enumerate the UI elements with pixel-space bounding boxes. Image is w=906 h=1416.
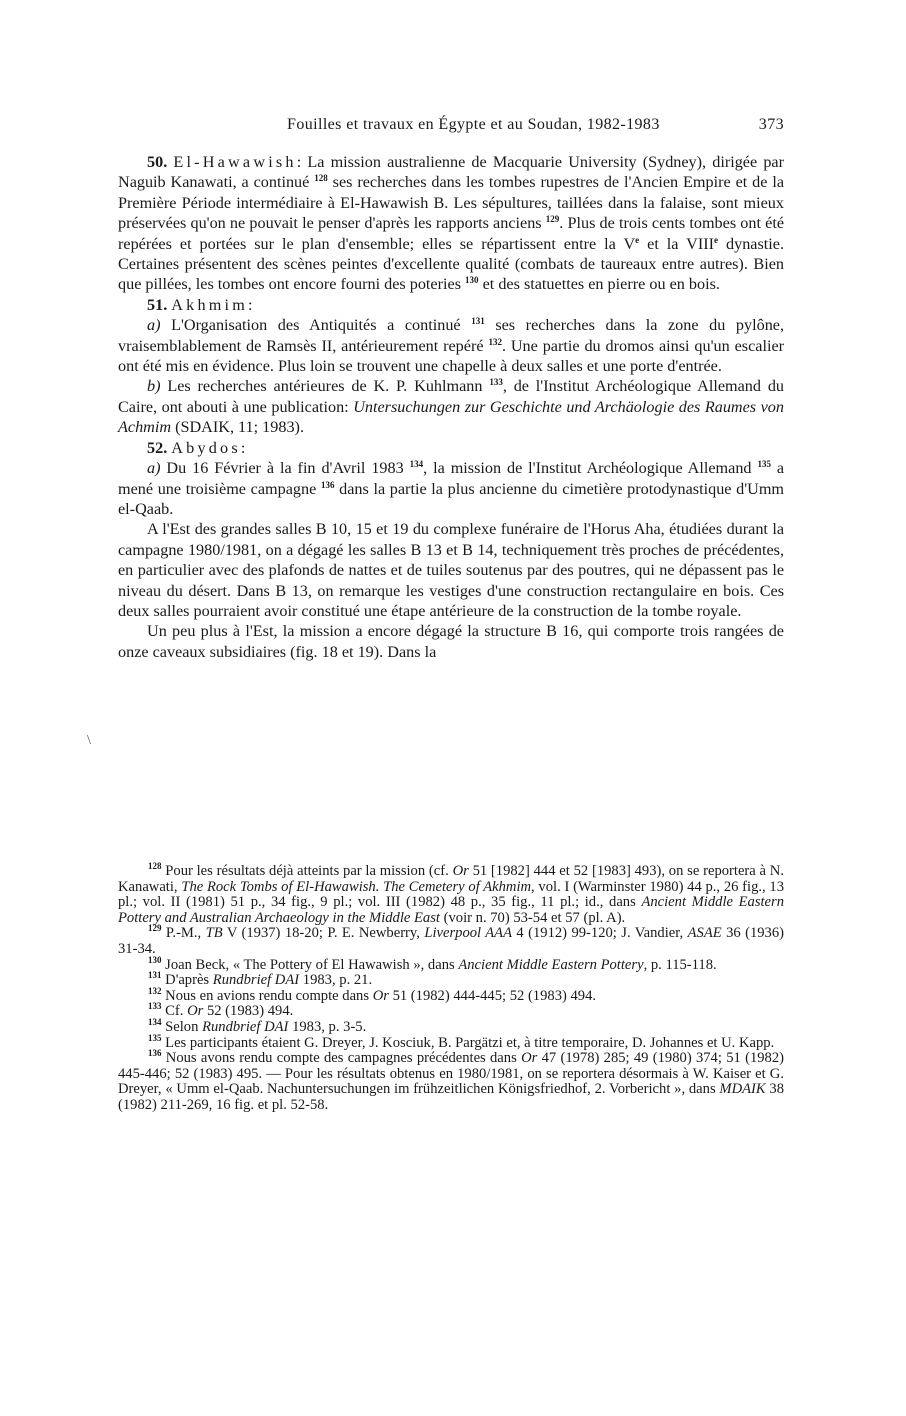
section-number: 50. [147, 153, 168, 171]
main-text [118, 152, 784, 662]
text: 1983, p. 3-5. [292, 1018, 367, 1035]
footnote-number: 136 [148, 1048, 162, 1059]
journal: ASAE [687, 925, 722, 942]
text: Pour les résultats déjà atteints par la mission (cf. [165, 863, 449, 879]
running-title: Fouilles et travaux en Égypte et au Soudan, 1982-1983 [287, 116, 660, 133]
text: ses recherches dans la zone du pylône, vraisemblablement de Ramsès II, antérieurement repéré [118, 316, 785, 355]
page-number: 373 [758, 116, 784, 133]
footnote-ref: 136 [320, 479, 335, 490]
footnote-128 [118, 861, 785, 926]
text: . Une partie du dromos ainsi qu'un escalier ont été mis en évidence. Plus loin se trouvent une chapelle à deux salles et une porte d'entrée. [118, 336, 785, 376]
text: Nous en avions rendu compte dans [165, 987, 370, 1004]
book-title: Untersuchungen zur Geschichte und Archäologie des Raumes von Achmim [118, 397, 784, 437]
text: 52 (1983) 494. [206, 1003, 294, 1020]
superscript: e [714, 234, 719, 245]
section-51-b [118, 376, 784, 437]
text: (voir n. 70) 53-54 et 57 (pl. A). [443, 909, 626, 926]
journal: Or [187, 1003, 204, 1020]
book-title: Ancient Middle Eastern Pottery [458, 956, 644, 973]
text: Selon [165, 1018, 199, 1035]
text: P.-M., [165, 925, 202, 942]
section-52-heading [118, 438, 784, 458]
text: a mené une troisième campagne [118, 459, 785, 498]
text: Du 16 Février à la fin d'Avril 1983 [166, 459, 404, 478]
footnote-129 [118, 923, 784, 957]
section-52-paragraph: Un peu plus à l'Est, la mission a encore dégagé la structure B 16, qui comporte trois rangées de onze caveaux subsidiaires (fig. 18 et 19). Dans la [118, 622, 784, 661]
text: Les participants étaient G. Dreyer, J. Kosciuk, B. Pargätzi et, à titre temporaire, D. Johannes et U. Kapp. [165, 1034, 775, 1051]
text: , la mission de l'Institut Archéologique Allemand [423, 459, 752, 478]
footnote-ref: 130 [465, 275, 479, 286]
section-52-paragraph: A l'Est des grandes salles B 10, 15 et 19 du complexe funéraire de l'Horus Aha, étudiées durant la campagne 1980/1981, on a dégagé les salles B 13 et B 14, techniquement très proches de précédentes, en particulier avec des plafonds de nattes et de tuiles soutenus par des poutres, qui ne dépassent pas le niveau du désert. Dans B 13, on remarque les vestiges d'une construction rectangulaire en bois. Ces deux salles pourraient avoir constitué une étape antérieure de la construction de la tombe royale. [118, 520, 784, 620]
superscript: e [635, 234, 640, 245]
text: 4 (1912) 99-120; J. Vandier, [516, 925, 684, 942]
footnote-ref: 131 [471, 316, 485, 327]
journal: MDAIK [719, 1081, 766, 1098]
footnote-ref: 135 [757, 459, 771, 470]
text: D'après [165, 972, 210, 989]
section-51-heading [118, 295, 784, 315]
journal: Rundbrief DAI [212, 972, 300, 989]
text: L'Organisation des Antiquités a continué [171, 316, 461, 335]
footnote-number: 132 [148, 985, 162, 996]
text: , de l'Institut Archéologique Allemand du Caire, ont abouti à une publication: [118, 377, 785, 416]
journal: Rundbrief DAI [202, 1018, 289, 1035]
text: Cf. [165, 1003, 184, 1020]
text: , vol. I (Warminster 1980) 44 p., 26 fig., 13 pl.; vol. II (1981) 51 p., 34 fig., 9 pl.; vol. III (1982) 48 p., 35 fig., 11 pl.; id., dans [118, 878, 784, 911]
journal: TB [205, 925, 223, 942]
item-label: a) [147, 316, 161, 335]
text: . Plus de trois cents tombes ont été repérées et portées sur le plan d'ensemble; elles se répartissent entre la V [118, 214, 785, 253]
text: (SDAIK, 11; 1983). [171, 418, 304, 437]
journal: Or [521, 1050, 538, 1067]
text: : [240, 438, 246, 457]
text: et la VIII [639, 234, 715, 253]
footnote-ref: 133 [489, 377, 503, 388]
text: , p. 115-118. [643, 956, 717, 973]
section-52-a [118, 458, 784, 519]
footnote-ref: 134 [409, 459, 424, 470]
site-name: El-Hawawish [173, 153, 297, 171]
running-header [118, 116, 784, 140]
text: 1983, p. 21. [302, 972, 373, 989]
item-label: b) [147, 377, 161, 396]
text: dans la partie la plus ancienne du cimetière protodynastique d'Umm el-Qaab. [118, 479, 785, 518]
footnote-136 [118, 1048, 784, 1113]
site-name: Abydos [171, 438, 241, 457]
text: 51 (1982) 444-445; 52 (1983) 494. [392, 987, 597, 1004]
margin-mark: \ [87, 733, 91, 748]
footnote-number: 128 [148, 861, 162, 871]
text: et des statuettes en pierre ou en bois. [482, 275, 720, 294]
item-label: a) [147, 459, 161, 478]
footnote-number: 130 [148, 954, 162, 965]
footnote-133 [118, 1001, 784, 1020]
footnote-ref: 132 [488, 336, 502, 347]
footnote-134 [118, 1016, 784, 1036]
text: V (1937) 18-20; P. E. Newberry, [226, 925, 420, 942]
journal: Or [452, 863, 469, 879]
section-50 [118, 152, 784, 295]
text: Les recherches antérieures de K. P. Kuhlmann [167, 377, 483, 396]
text: : [248, 295, 253, 314]
footnote-131 [118, 970, 784, 989]
section-51-a [118, 315, 784, 376]
footnote-number: 129 [148, 923, 162, 934]
text: Nous avons rendu compte des campagnes précédentes dans [165, 1050, 517, 1067]
footnote-number: 135 [148, 1032, 162, 1043]
section-number: 52. [147, 438, 168, 457]
section-number: 51. [147, 295, 168, 314]
footnotes [118, 861, 785, 1114]
text: 47 (1978) 285; 49 (1980) 374; 51 (1982) 445-446; 52 (1983) 495. — Pour les résultats obtenus en 1980/1981, on se reportera désormais à W. Kaiser et G. Dreyer, « Umm el-Qaab. Nachuntersuchungen im frühzeitlichen Königsfriedhof, 2. Vorbericht », dans [118, 1050, 784, 1098]
footnote-ref: 129 [545, 214, 560, 225]
text: Joan Beck, « The Pottery of El Hawawish », dans [165, 956, 455, 973]
book-title: Ancient Middle Eastern Pottery and Australian Archaeology in the Middle East [118, 894, 785, 926]
text: 51 [1982] 444 et 52 [1983] 493), on se reportera à N. Kanawati, [118, 863, 784, 895]
text: 36 (1936) 31-34. [118, 925, 784, 957]
text: : La mission australienne de Macquarie University (Sydney), dirigée par Naguib Kanawati, a continué [118, 153, 784, 192]
text: dynastie. Certaines présentent des scènes peintes d'excellente qualité (combats de taureaux entre autres). Bien que pillées, les tombes ont encore fourni des poteries [118, 234, 784, 294]
site-name: Akhmim [171, 295, 249, 314]
text: ses recherches dans les tombes rupestres de l'Ancien Empire et de la Première Période intermédiaire à El-Hawawish B. Les sépultures, taillées dans la falaise, sont mieux préservées qu'on ne pouvait le penser d'après les rapports anciens [118, 173, 785, 233]
journal: Or [372, 987, 389, 1004]
footnote-ref: 128 [314, 173, 328, 184]
footnote-135 [118, 1032, 784, 1052]
footnote-number: 133 [148, 1001, 162, 1012]
text: 38 (1982) 211-269, 16 fig. et pl. 52-58. [118, 1081, 784, 1113]
book-title: The Rock Tombs of El-Hawawish. The Cemetery of Akhmim [181, 878, 532, 895]
journal: Liverpool AAA [424, 925, 512, 942]
footnote-132 [118, 985, 784, 1005]
footnote-number: 131 [148, 970, 162, 981]
page [118, 116, 784, 662]
footnote-number: 134 [148, 1016, 162, 1027]
footnote-130 [118, 954, 784, 974]
